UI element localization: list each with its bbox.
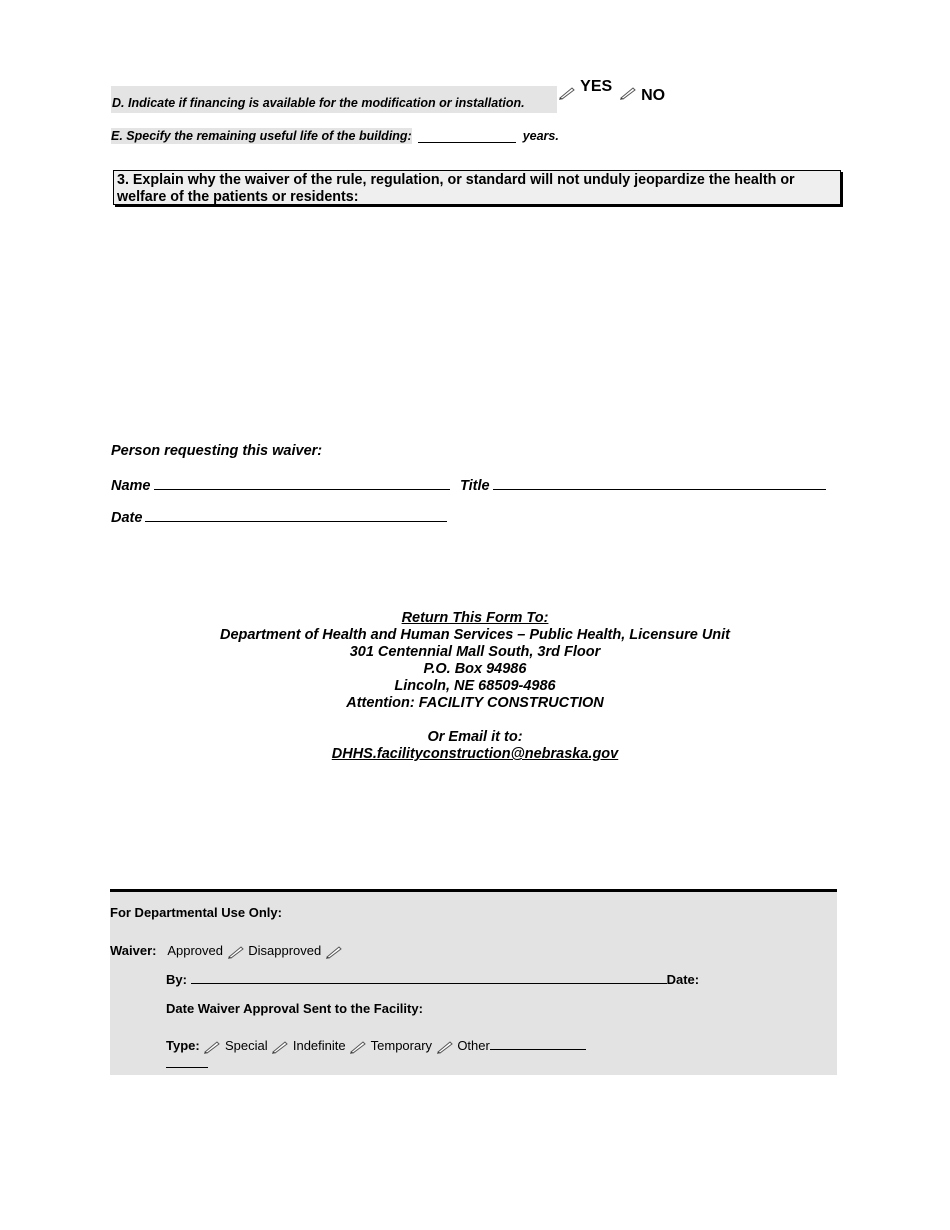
name-field[interactable] — [154, 476, 450, 490]
pencil-icon[interactable] — [558, 86, 576, 100]
disapproved-label: Disapproved — [248, 943, 322, 958]
type-indefinite: Indefinite — [292, 1038, 346, 1053]
section-3-answer-area[interactable] — [111, 215, 837, 425]
pencil-icon[interactable] — [619, 86, 637, 100]
pencil-icon[interactable] — [227, 945, 245, 959]
by-row — [166, 972, 699, 987]
date-label: Date: — [666, 972, 700, 987]
section-3-heading — [113, 170, 841, 205]
title-label: Title — [460, 478, 490, 494]
title-field[interactable] — [493, 476, 826, 490]
pencil-icon[interactable] — [349, 1040, 367, 1054]
item-e-unit: years. — [522, 129, 559, 143]
continuation-line — [166, 1067, 208, 1068]
other-type-field[interactable] — [490, 1038, 586, 1050]
date-field[interactable] — [145, 508, 447, 522]
po-box: P.O. Box 94986 — [423, 661, 527, 677]
type-special: Special — [224, 1038, 268, 1053]
pencil-icon[interactable] — [203, 1040, 221, 1054]
pencil-icon[interactable] — [271, 1040, 289, 1054]
item-d-text: D. Indicate if financing is available for the modification or installation. — [112, 96, 525, 110]
pencil-icon[interactable] — [325, 945, 343, 959]
department-name: Department of Health and Human Services – Public Health, Licensure Unit — [219, 627, 731, 643]
departmental-heading: For Departmental Use Only: — [110, 905, 282, 920]
departmental-use-box — [110, 889, 837, 1075]
email-intro: Or Email it to: — [427, 729, 523, 745]
no-option-label: NO — [641, 87, 666, 104]
pencil-icon[interactable] — [436, 1040, 454, 1054]
item-d-question — [111, 86, 557, 113]
by-label: By: — [166, 972, 187, 987]
date-label: Date — [111, 510, 143, 526]
date-row — [111, 508, 447, 526]
financing-options — [558, 78, 666, 104]
city-state-zip: Lincoln, NE 68509-4986 — [394, 678, 556, 694]
type-row — [166, 1038, 586, 1054]
email-link[interactable]: DHHS.facilityconstruction@nebraska.gov — [331, 746, 619, 762]
item-e-question — [111, 129, 559, 143]
waiver-label: Waiver: — [110, 943, 157, 958]
name-label: Name — [111, 478, 151, 494]
item-e-label: E. Specify the remaining useful life of the building: — [111, 129, 412, 143]
return-heading: Return This Form To: — [401, 610, 549, 626]
attention-line: Attention: FACILITY CONSTRUCTION — [346, 695, 604, 711]
title-row — [460, 476, 826, 494]
section-3-text: 3. Explain why the waiver of the rule, regulation, or standard will not unduly jeopardize the health or welfare of the patients or residents: — [117, 172, 795, 205]
useful-life-years-field[interactable] — [418, 130, 516, 143]
yes-option-label: YES — [580, 78, 613, 95]
waiver-row — [110, 943, 343, 959]
name-row — [111, 476, 450, 494]
by-field[interactable] — [191, 972, 667, 984]
requester-heading: Person requesting this waiver: — [111, 443, 323, 459]
sent-date-label: Date Waiver Approval Sent to the Facility: — [166, 1001, 423, 1016]
type-temporary: Temporary — [370, 1038, 433, 1053]
type-other: Other — [457, 1038, 490, 1053]
type-label: Type: — [166, 1038, 200, 1053]
street-address: 301 Centennial Mall South, 3rd Floor — [349, 644, 601, 660]
return-address-block — [150, 610, 800, 763]
approved-label: Approved — [167, 943, 223, 958]
